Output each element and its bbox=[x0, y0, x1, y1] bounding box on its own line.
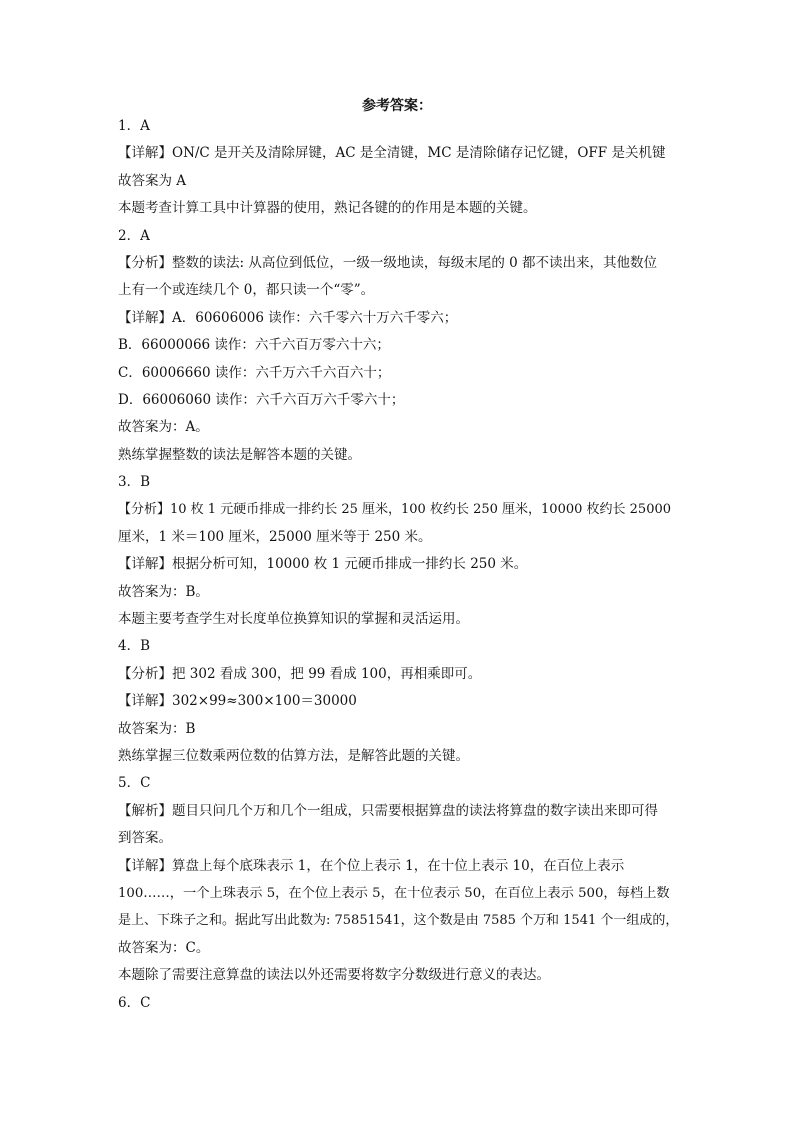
text-line: 故答案为：B bbox=[118, 720, 196, 737]
text-line: 熟练掌握整数的读法是解答本题的关键。 bbox=[118, 446, 361, 463]
text-line: 是上、下珠子之和。据此写出此数为: 75851541，这个数是由 7585 个万和 1541 个一组成的， bbox=[118, 913, 679, 929]
text-line: D．66006060 读作：六千六百万六千零六十； bbox=[118, 391, 405, 408]
text-line: 【分析】把 302 看成 300，把 99 看成 100，再相乘即可。 bbox=[118, 665, 482, 682]
text-line: 3．B bbox=[118, 474, 151, 491]
text-line: 故答案为：C。 bbox=[118, 939, 210, 956]
text-line: 【详解】ON/C 是开关及清除屏键，AC 是全清键，MC 是清除储存记忆键，OFF 是关机键 bbox=[118, 145, 666, 162]
text-line: 熟练掌握三位数乘两位数的估算方法，是解答此题的关键。 bbox=[118, 747, 469, 764]
text-line: 到答案。 bbox=[118, 830, 172, 847]
text-line: 1．A bbox=[118, 118, 150, 134]
text-line: 4．B bbox=[118, 638, 151, 655]
text-line: C．60006660 读作：六千万六千六百六十； bbox=[118, 364, 391, 381]
text-line: 本题主要考查学生对长度单位换算知识的掌握和灵活运用。 bbox=[118, 611, 469, 628]
text-line: 【分析】10 枚 1 元硬币排成一排约长 25 厘米，100 枚约长 250 厘米，10000 枚约长 25000 bbox=[118, 502, 672, 518]
text-line: 故答案为：A。 bbox=[118, 419, 209, 436]
text-line: 【详解】根据分析可知，10000 枚 1 元硬币排成一排约长 250 米。 bbox=[118, 556, 528, 573]
text-line: 故答案为 A bbox=[118, 172, 187, 189]
text-line: 【解析】题目只问几个万和几个一组成，只需要根据算盘的读法将算盘的数字读出来即可得 bbox=[118, 802, 658, 819]
text-line: 6．C bbox=[118, 994, 151, 1011]
text-line: 2．A bbox=[118, 227, 150, 244]
text-line: 故答案为：B。 bbox=[118, 583, 209, 600]
text-line: 【详解】算盘上每个底珠表示 1，在个位上表示 1，在十位上表示 10，在百位上表示 bbox=[118, 857, 625, 874]
text-line: 【详解】302×99≈300×100＝30000 bbox=[118, 693, 357, 710]
text-line: 本题考查计算工具中计算器的使用，熟记各键的的作用是本题的关键。 bbox=[118, 200, 537, 217]
page-title: 参考答案： bbox=[362, 98, 432, 114]
text-line: B．66000066 读作：六千六百万零六十六； bbox=[118, 337, 390, 354]
text-line: 5．C bbox=[118, 775, 151, 792]
text-line: 【详解】A．60606006 读作：六千零六十万六千零六； bbox=[118, 309, 458, 326]
text-line: 【分析】整数的读法: 从高位到低位，一级一级地读，每级末尾的 0 都不读出来，其他数位 bbox=[118, 254, 658, 271]
text-line: 本题除了需要注意算盘的读法以外还需要将数字分数级进行意义的表达。 bbox=[118, 967, 550, 984]
text-line: 厘米，1 米＝100 厘米，25000 厘米等于 250 米。 bbox=[118, 528, 432, 545]
answer-content bbox=[118, 113, 678, 1017]
text-line: 上有一个或连续几个 0，都只读一个“零”。 bbox=[118, 282, 375, 299]
text-line: 100……，一个上珠表示 5，在个位上表示 5，在十位表示 50，在百位上表示 500，每档上数 bbox=[118, 885, 670, 901]
